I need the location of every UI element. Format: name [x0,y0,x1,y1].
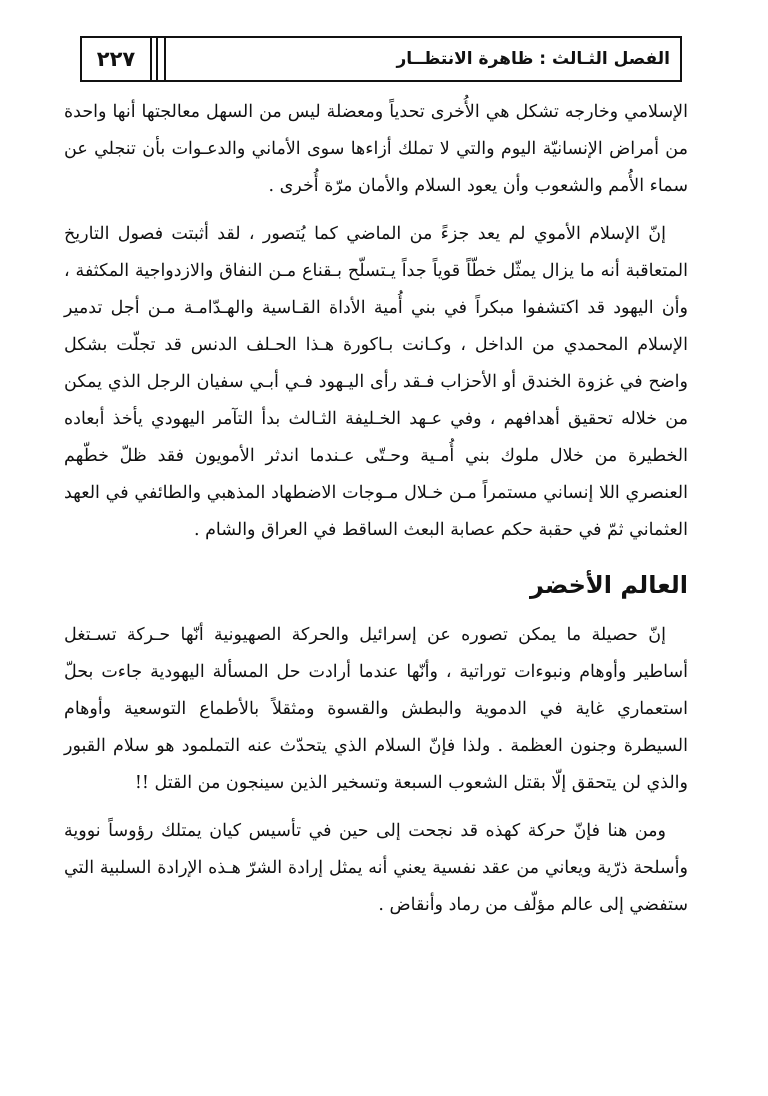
header-divider [164,38,166,80]
page-body [64,94,688,924]
paragraph-continuation: الإسلامي وخارجه تشكل هي الأُخرى تحدياً ومعضلة ليس من السهل معالجتها أنها واحدة من أمراض الإنسانيّة اليوم والتي لا تملك أزاءها سوى الأماني والدعـوات بأن تنجلي عن سماء الأُمم والشعوب وأن يعود السلام والأمان مرّة أُخرى . [64,102,688,196]
paragraph-gap [64,205,688,216]
header-divider [156,38,158,80]
section-heading: العالم الأخضر [530,571,688,599]
paragraph-conclusion: ومن هنا فإنّ حركة كهذه قد نجحت إلى حين في تأسيس كيان يمتلك رؤوساً نووية وأسلحة ذرّية ويعاني من عقد نفسية يعني أنه يمثل إرادة الشرّ هـذه الإرادة السلبية التي ستفضي إلى عالم مؤلّف من رماد وأنقاض . [64,821,688,915]
running-header [80,36,682,82]
paragraph-zionism: إنّ حصيلة ما يمكن تصوره عن إسرائيل والحركة الصهيونية أنّها حـركة تسـتغل أساطير وأوهام ونبوءات توراتية ، وأنّها عندما أرادت حل المسألة اليهودية جاءت بحلّ استعماري غاية في الدموية والبطش والقسوة ومثقلاً بالأطماع التوسعية وأوهام السيطرة وجنون العظمة . ولذا فإنّ السلام الذي يتحدّث عنه التملمود هو سلام القبور والذي لن يتحقق إلّا بقتل الشعوب السبعة وتسخير الذين سينجون من القتل !! [64,625,688,793]
chapter-title: الفصل الثـالث : ظاهرة الانتظــار [396,49,670,69]
page-number: ٢٢٧ [82,38,152,80]
paragraph-umayyad-islam: إنّ الإسلام الأموي لم يعد جزءً من الماضي كما يُتصور ، لقد أثبتت فصول التاريخ المتعاقبة أنه ما يزال يمثّل خطّاً قوياً جداً يـتسلّح بـقناع مـن النفاق والازدواجية المكثفة ، وأن اليهود قد اكتشفوا مبكراً في بني أُمية الأداة القـاسية والهـدّامـة مـن أجل تدمير الإسلام المحمدي من الداخل ، وكـانت بـاكورة هـذا الحـلف الدنس قد تجلّت بشكل واضح في غزوة الخندق أو الأحزاب فـقد رأى اليـهود فـي أبـي سفيان الرجل الذي يمكن من خلاله تحقيق أهدافهم ، وفي عـهد الخـليفة الثـالث بدأ التآمر اليهودي يأخذ أبعاده الخطيرة من خلال ملوك بني أُمـية وحـتّى عـندما اندثر الأمويون فقد ظلّ خطّهم العنصري اللا إنساني مستمراً مـن خـلال مـوجات الاضطهاد المذهبي والطائفي في العهد العثماني ثمّ في حقبة حكم عصابة البعث الساقط في العراق والشام . [64,224,688,540]
paragraph-gap [64,802,688,813]
